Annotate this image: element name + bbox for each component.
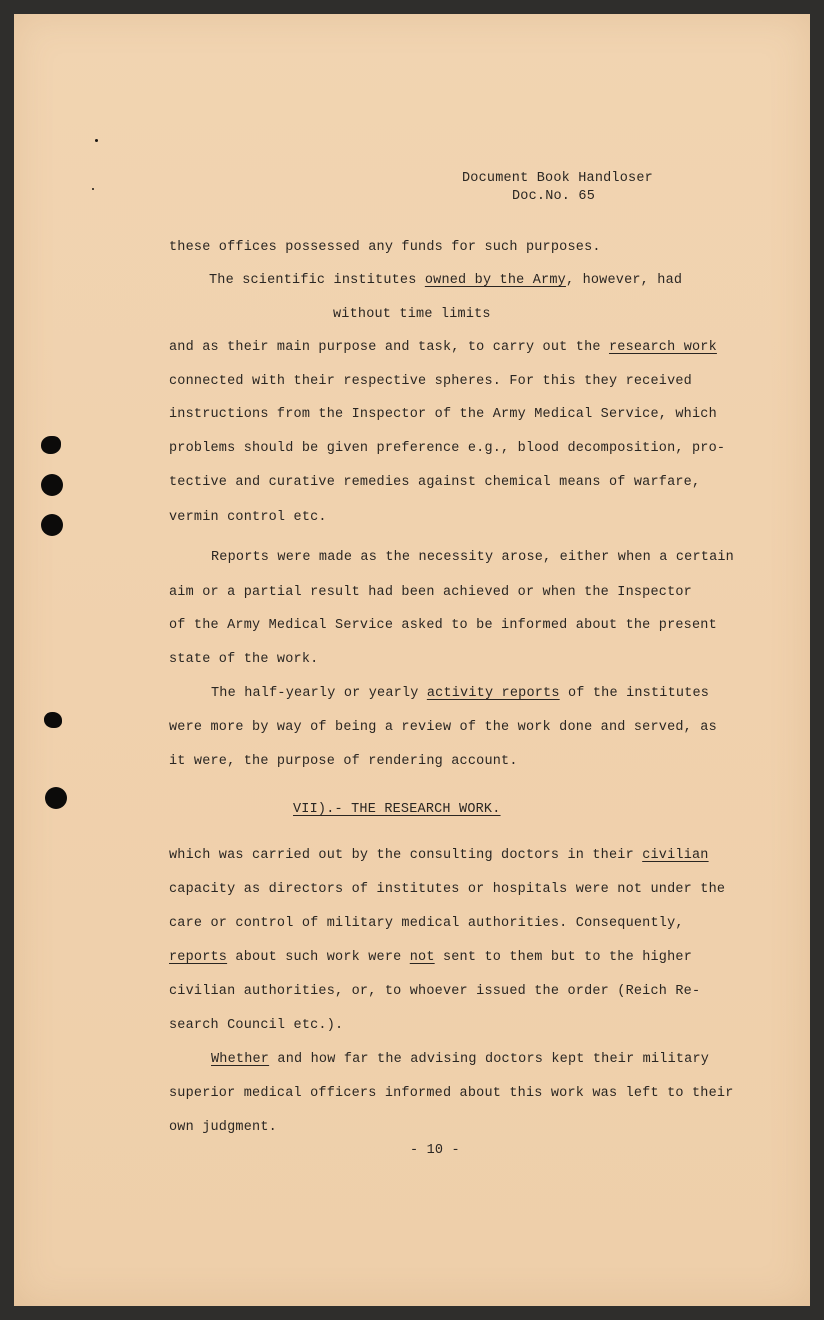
interlinear-insertion: without time limits [333,307,491,322]
underlined-phrase: not [409,950,435,965]
underlined-phrase: reports [169,950,228,965]
text-line: of the Army Medical Service asked to be informed about the present [169,618,717,633]
underlined-phrase: research work [608,340,717,355]
underlined-phrase: Whether [211,1052,270,1067]
underlined-phrase: civilian [642,848,709,863]
text-span: sent to them but to the higher [434,950,692,965]
text-line: instructions from the Inspector of the Army Medical Service, which [169,407,717,422]
text-span: which was carried out by the consulting doctors in their [169,848,643,863]
text-line: these offices possessed any funds for such purposes. [169,240,601,255]
text-line: state of the work. [169,652,319,667]
text-line: problems should be given preference e.g., blood decomposition, pro- [169,441,726,456]
punch-hole [41,514,63,536]
text-line: aim or a partial result had been achieved or when the Inspector [169,585,692,600]
text-span: The half-yearly or yearly [211,686,427,701]
text-line: own judgment. [169,1120,277,1135]
text-line: connected with their respective spheres. For this they received [169,374,692,389]
text-line: civilian authorities, or, to whoever issued the order (Reich Re- [169,984,701,999]
text-line: tective and curative remedies against chemical means of warfare, [169,475,701,490]
text-line [169,340,717,355]
punch-hole [44,712,62,728]
text-line: were more by way of being a review of the work done and served, as [169,720,717,735]
text-line: search Council etc.). [169,1018,344,1033]
text-line [211,686,709,701]
text-span: about such work were [227,950,410,965]
text-line: capacity as directors of institutes or hospitals were not under the [169,882,726,897]
text-line: vermin control etc. [169,510,327,525]
text-span: The scientific institutes [209,273,425,288]
text-line [211,1052,709,1067]
text-line [209,273,682,288]
text-line: superior medical officers informed about this work was left to their [169,1086,734,1101]
text-line: it were, the purpose of rendering account. [169,754,518,769]
document-page [14,14,810,1306]
page-number: - 10 - [410,1143,460,1158]
text-line: care or control of military medical authorities. Consequently, [169,916,684,931]
text-line [169,848,709,863]
text-span: , however, had [565,273,683,288]
section-heading: VII).- THE RESEARCH WORK. [293,802,501,817]
ink-speck [92,188,94,190]
underlined-phrase: owned by the Army [424,273,566,288]
document-number: Doc.No. 65 [512,189,596,204]
text-span: and how far the advising doctors kept their military [269,1052,710,1067]
text-line [169,950,692,965]
text-span: and as their main purpose and task, to carry out the [169,340,609,355]
punch-hole [41,474,63,496]
text-span: of the institutes [559,686,710,701]
underlined-phrase: activity reports [426,686,560,701]
punch-hole [41,436,61,454]
punch-hole [45,787,67,809]
text-line: Reports were made as the necessity arose, either when a certain [211,550,734,565]
document-book-title: Document Book Handloser [462,171,653,186]
ink-speck [95,139,98,142]
